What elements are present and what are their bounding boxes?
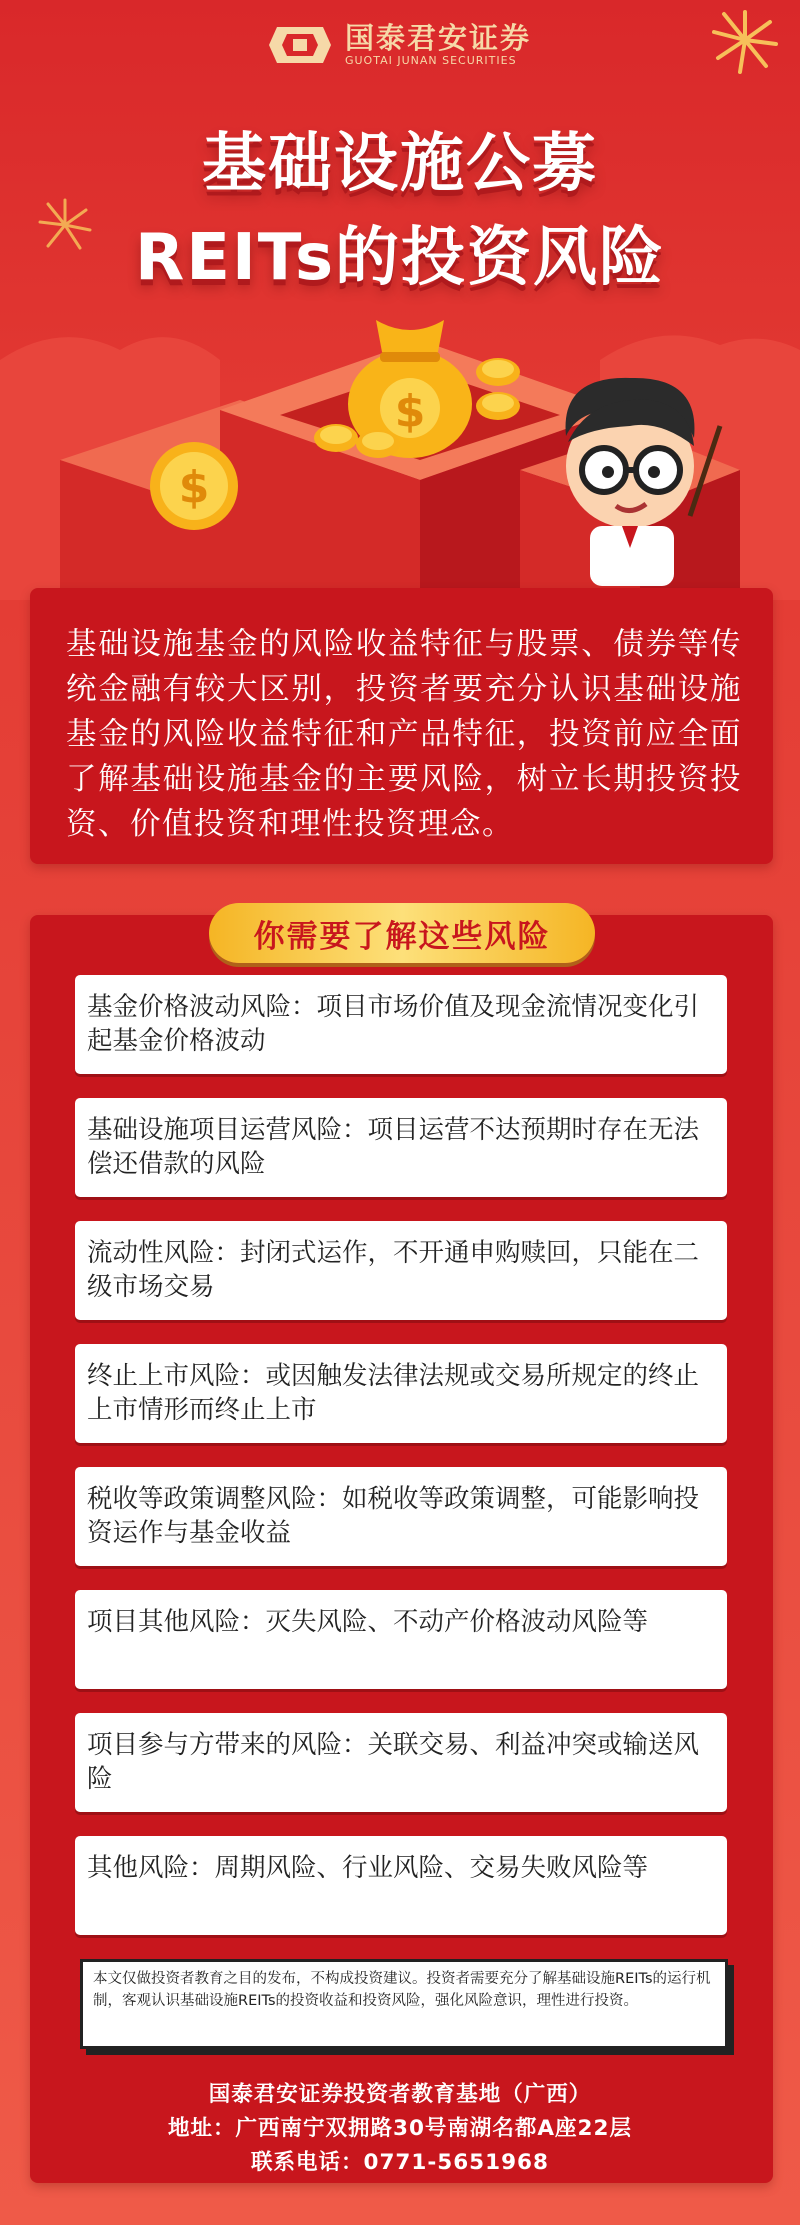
svg-text:$: $ <box>394 386 426 437</box>
brand-logo <box>0 22 800 67</box>
coin-icon <box>312 408 412 468</box>
risk-text: 基础设施项目运营风险：项目运营不达预期时存在无法偿还借款的风险 <box>87 1115 700 1179</box>
risk-card <box>75 1713 727 1812</box>
risk-card <box>75 975 727 1074</box>
risk-text: 税收等政策调整风险：如税收等政策调整，可能影响投资运作与基金收益 <box>87 1484 700 1548</box>
risk-card <box>75 1098 727 1197</box>
svg-text:$: $ <box>178 462 210 513</box>
intro-text: 基础设施基金的风险收益特征与股票、债券等传统金融有较大区别，投资者要充分认识基础设施基金的风险收益特征和产品特征，投资前应全面了解基础设施基金的主要风险，树立长期投资投资、价值投资和理性投资理念。 <box>66 627 742 842</box>
risk-heading: 你需要了解这些风险 <box>253 918 551 955</box>
risk-card <box>75 1590 727 1689</box>
page-title-line2: REITs的投资风险 <box>134 221 666 295</box>
coin-icon <box>148 440 240 532</box>
footer-address: 地址：广西南宁双拥路30号南湖名都A座22层 <box>168 2116 632 2141</box>
risk-card <box>75 1221 727 1320</box>
footer-org: 国泰君安证券投资者教育基地（广西） <box>208 2082 592 2107</box>
risk-card <box>75 1467 727 1566</box>
risk-text: 项目参与方带来的风险：关联交易、利益冲突或输送风险 <box>87 1730 700 1794</box>
risk-text: 基金价格波动风险：项目市场价值及现金流情况变化引起基金价格波动 <box>87 992 700 1056</box>
coin-icon <box>468 352 528 432</box>
logo-icon <box>269 25 331 65</box>
intro-panel <box>30 588 773 864</box>
logo-name-cn: 国泰君安证券 <box>344 21 531 55</box>
risk-text: 其他风险：周期风险、行业风险、交易失败风险等 <box>87 1853 649 1883</box>
disclaimer-text: 本文仅做投资者教育之目的发布，不构成投资建议。投资者需要充分了解基础设施REITs的运行机制，客观认识基础设施REITs的投资收益和投资风险，强化风险意识，理性进行投资。 <box>93 1971 711 2009</box>
page-title-line1: 基础设施公募 <box>202 127 598 201</box>
footer-phone: 联系电话：0771-5651968 <box>251 2150 549 2175</box>
risk-text: 流动性风险：封闭式运作，不开通申购赎回，只能在二级市场交易 <box>87 1238 700 1302</box>
risk-card <box>75 1344 727 1443</box>
mascot-character <box>530 366 730 586</box>
risk-heading-banner <box>209 903 595 963</box>
risk-text: 终止上市风险：或因触发法律法规或交易所规定的终止上市情形而终止上市 <box>87 1361 700 1425</box>
risk-card <box>75 1836 727 1935</box>
disclaimer-box <box>80 1959 728 2049</box>
risk-text: 项目其他风险：灭失风险、不动产价格波动风险等 <box>87 1607 649 1637</box>
logo-name-en: GUOTAI JUNAN SECURITIES <box>344 54 517 67</box>
